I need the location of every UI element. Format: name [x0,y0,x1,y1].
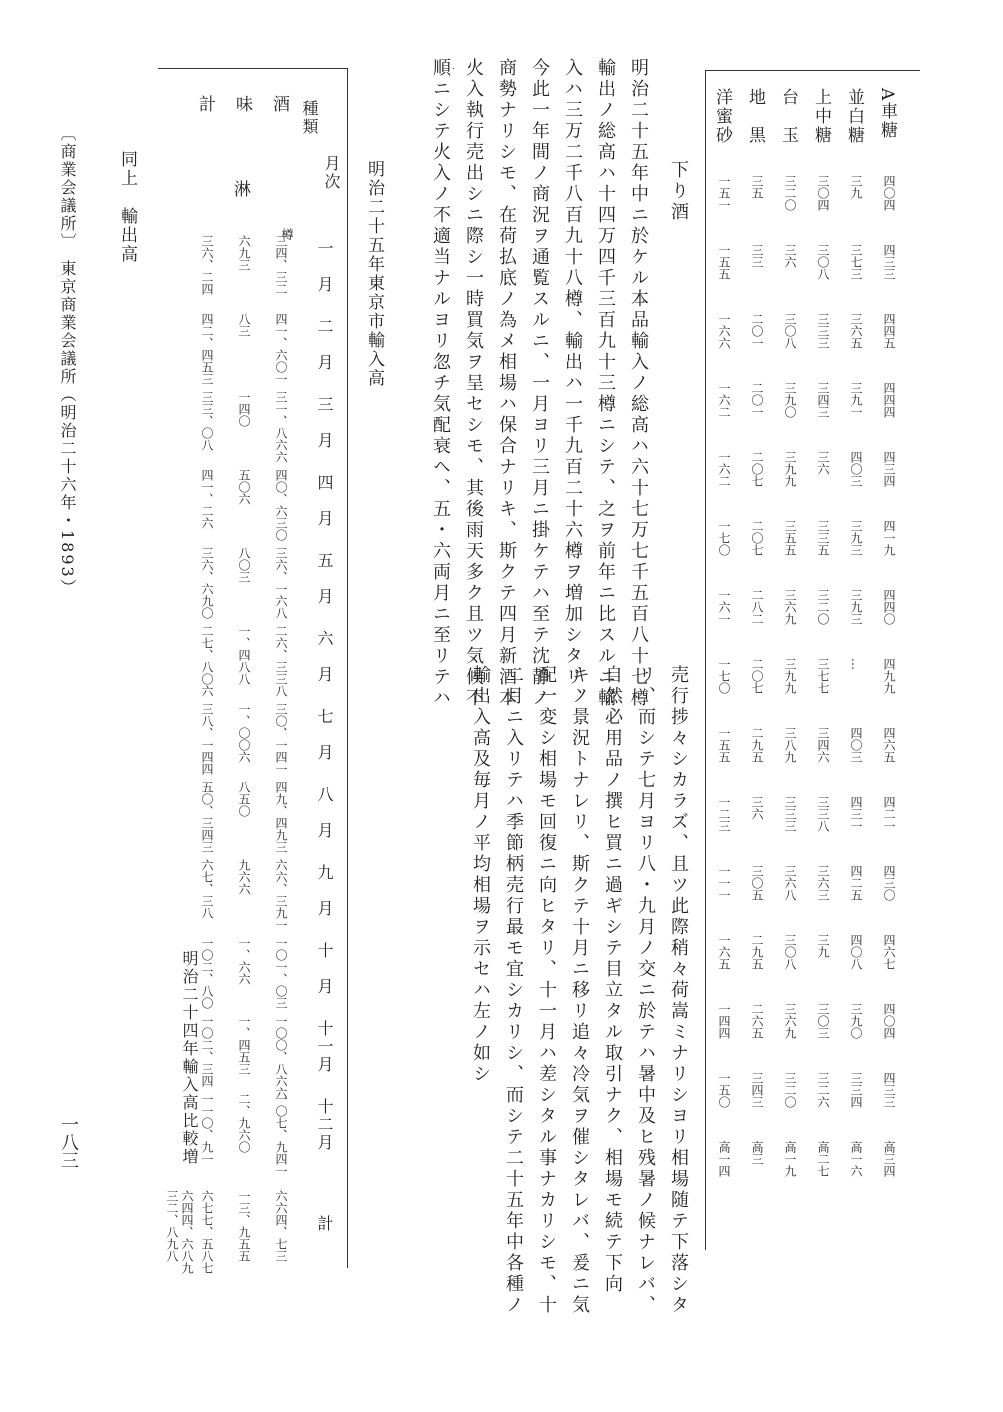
table-cell: 一、〇〇六 [237,703,251,763]
table-cell: 六九三 [237,235,251,271]
sugar-cell: 高一四 [717,1141,731,1177]
month-header: 計 [315,1215,334,1233]
unit-label: 樽 [280,228,294,240]
body-line: 入ハ三万二千八百九十八樽、輸出ハ一千九百二十六樽ヲ増加シタリ、 [562,58,583,709]
sugar-cell: 三三五 [816,520,830,556]
sugar-item-label: 並白糖 [844,88,864,145]
table-border-top [705,70,920,71]
sugar-cell: 高一六 [849,1141,863,1177]
sugar-item-label: 台 玉 [778,88,798,145]
table-cell: 五〇、三四三 [200,781,214,853]
sugar-cell: 三九 [816,934,830,958]
sugar-cell: 四四〇 [882,589,896,625]
table-cell: 一、四八八 [237,625,251,685]
sugar-cell: 高一九 [783,1141,797,1177]
table-cell: 八〇三 [237,547,251,583]
sugar-cell: 三二六 [816,1072,830,1108]
sugar-cell: 四二五 [849,865,863,901]
table-cell: 五〇六 [237,469,251,505]
sugar-cell: 三六 [750,796,764,820]
sugar-cell: 四六五 [882,727,896,763]
table-cell: 六七、三八 [200,859,214,919]
sugar-cell: 二〇七 [750,451,764,487]
sugar-cell: 四四五 [882,313,896,349]
sugar-cell: 三五 [750,175,764,199]
month-header: 二 月 [315,318,334,372]
sugar-cell: 三〇八 [783,934,797,970]
sugar-cell: 三三 [750,244,764,268]
sugar-cell: 三六三 [816,865,830,901]
sugar-cell: … [849,658,863,670]
header-kind-label: 種類 [300,100,319,136]
table-caption: 明治二十五年東京市輸入高 [364,160,384,388]
sugar-cell: 三六九 [783,1003,797,1039]
left-caption: 同上 輸出高 [117,150,137,264]
table-cell: 九六六 [237,859,251,895]
table-cell: 四二、四五三 [200,313,214,385]
table-cell: 四一、二六 [200,469,214,529]
sugar-cell: 三七七 [816,658,830,694]
sugar-cell: 四三三 [882,1072,896,1108]
lower-line: 売行捗々シカラズ、且ツ此際稍々荷嵩ミナリシヨリ相場随テ下落シタ [668,665,689,1316]
sugar-cell: 一七〇 [717,658,731,694]
lower-line: 二月ニ入リテハ季節柄売行最モ宜シカリシ、而シテ二十五年中各種ノ [503,665,524,1316]
sugar-cell: 二九五 [750,727,764,763]
table-cell: 一、四五三 [237,1015,251,1075]
sugar-cell: 四〇八 [849,934,863,970]
sugar-cell: 二九五 [750,934,764,970]
table-cell: 四〇、六三〇 [274,469,288,541]
table-cell: 一〇二、三四 [200,1015,214,1087]
sugar-cell: 二六五 [750,1003,764,1039]
sugar-cell: 四九九 [882,658,896,694]
month-header: 九 月 [315,864,334,918]
sugar-cell: 三二〇 [816,589,830,625]
sugar-cell: 三九 [849,175,863,199]
sugar-cell: 三四六 [816,727,830,763]
month-header: 十 月 [315,942,334,996]
sugar-cell: 一六一 [717,589,731,625]
table-cell: 一四〇 [237,391,251,427]
sugar-cell: 三六 [783,244,797,268]
sugar-cell: 四六七 [882,934,896,970]
sugar-cell: 三九一 [849,382,863,418]
compare-value: 六四四、六八九 [180,1190,194,1274]
sugar-cell: 二〇七 [750,520,764,556]
sugar-cell: 三〇五 [750,865,764,901]
sugar-cell: 一六二 [717,382,731,418]
sugar-cell: 一六六 [717,313,731,349]
sugar-cell: 一五〇 [717,1072,731,1108]
lower-line: 自然必用品ノ撰ヒ買ニ過ギシテ目立タル取引ナク、相場モ続テ下向 [602,665,623,1295]
month-header: 六 月 [315,630,334,684]
sugar-cell: 二〇一 [750,382,764,418]
sugar-cell: 一五一 [717,175,731,211]
sugar-cell: 四二一 [882,796,896,832]
table-cell: 一〇七、九四一 [274,1093,288,1177]
sugar-cell: 四〇三 [849,727,863,763]
sugar-cell: 一五五 [717,727,731,763]
table-cell: 一三、九五五 [237,1190,251,1262]
table-cell: 二、九六〇 [237,1093,251,1153]
sugar-cell: 一一一 [717,865,731,901]
sugar-cell: 三六九 [783,589,797,625]
table-cell: 三一、八六六 [274,391,288,463]
body-line: 火入執行売出シニ際シ一時買気ヲ呈セシモ、其後雨天多ク且ツ気候不 [463,58,484,709]
sugar-cell: 三〇四 [816,175,830,211]
table-border-left [705,70,706,1250]
body-line: 輸出ノ総高ハ十四万四千三百九十三樽ニシテ、之ヲ前年ニ比スルニ輸 [595,58,616,709]
table-cell: 二七、八〇六 [200,625,214,697]
month-header: 七 月 [315,708,334,762]
row-name: 味 [232,95,252,114]
table-cell: 三三、〇八 [200,391,214,451]
sugar-item-label: 上中糖 [811,88,831,145]
sugar-cell: 三九九 [783,658,797,694]
sugar-cell: 三七三 [849,244,863,280]
table-cell: 四九、四九三 [274,781,288,853]
sugar-item-label: 地 黒 [745,88,765,145]
month-header: 十一月 [315,1020,334,1074]
table-cell: 三〇、一四一 [274,703,288,775]
source-bracket: 〔商業会議所〕 [58,125,77,251]
sugar-cell: 四三一 [849,796,863,832]
sugar-cell: 二〇一 [750,313,764,349]
table-border-top [158,68,348,69]
sugar-cell: 三〇八 [816,244,830,280]
row-name: 酒 [269,95,289,114]
sugar-cell: 二〇七 [750,658,764,694]
table-cell: 一〇一、〇三 [274,937,288,1009]
sugar-cell: 四三〇 [882,865,896,901]
sugar-cell: 三六八 [783,865,797,901]
sugar-cell: 三三八 [816,796,830,832]
table-cell: 三八、一四四 [200,703,214,775]
sugar-cell: 三九三 [849,520,863,556]
lower-line: 配一変シ相場モ回復ニ向ヒタリ、十一月ハ差シタル事ナカリシモ、十 [536,665,557,1316]
table-cell: 三六、一六八 [274,547,288,619]
sugar-cell: 一五五 [717,244,731,280]
sugar-cell: 四〇三 [849,451,863,487]
header-diagonal [453,68,454,69]
sugar-cell: 高三 [750,1141,764,1165]
sugar-cell: 三二〇 [783,1072,797,1108]
sugar-cell: 四四四 [882,382,896,418]
sugar-cell: 高二七 [816,1141,830,1177]
header-month-label: 月次 [322,155,341,191]
table-cell: 六七七、五八七 [200,1190,214,1274]
sugar-cell: 三八九 [783,727,797,763]
sugar-cell: 四三四 [882,451,896,487]
table-cell: 六六、三九一 [274,859,288,931]
sugar-cell: 三三四 [849,1072,863,1108]
lower-line: 輸出入高及毎月ノ平均相場ヲ示セハ左ノ如シ [470,665,491,1085]
table-cell: 八三 [237,313,251,337]
body-line: 今此一年間ノ商況ヲ通覧スルニ、一月ヨリ三月ニ掛ケテハ至テ沈静ノ [529,58,550,709]
sugar-cell: 三九九 [783,451,797,487]
sugar-cell: 三〇八 [783,313,797,349]
sugar-cell: 四〇四 [882,175,896,211]
table-cell: 一一〇、九一 [200,1093,214,1165]
row-name-full: 味淋 [0,0,2,1]
sugar-cell: 三〇三 [816,1003,830,1039]
sugar-cell: 四一九 [882,520,896,556]
sugar-cell: 高三四 [882,1141,896,1177]
sugar-cell: 三九〇 [783,382,797,418]
sugar-cell: 三五五 [783,520,797,556]
source-line: 東京商業会議所（明治二十六年・1893） [58,260,77,597]
row-name: 淋 [230,180,250,199]
compare-label: 明治二十四年輸入高比較増 [180,950,199,1166]
body-line: 明治二十五年中ニ於ケル本品輸入ノ総高ハ六十七万七千五百八十七樽 [628,58,649,709]
month-header: 三 月 [315,396,334,450]
sugar-cell: 三四三 [816,382,830,418]
sugar-cell: 三九三 [849,589,863,625]
sugar-cell: 一二三 [717,796,731,832]
sugar-cell: 一四四 [717,1003,731,1039]
row-name: 計 [195,95,215,114]
month-header: 一 月 [315,240,334,294]
section-title: 下り酒 [668,160,689,223]
sugar-cell: 三三三 [816,313,830,349]
sugar-cell: 一六二 [717,451,731,487]
sugar-cell: 三六五 [849,313,863,349]
month-header: 四 月 [315,474,334,528]
sugar-item-label: A車糖 [877,88,897,141]
sugar-cell: 一六五 [717,934,731,970]
table-cell: 三六、二四 [200,235,214,295]
sugar-cell: 三二〇 [783,175,797,211]
month-header: 五 月 [315,552,334,606]
sugar-cell: 三三三 [783,796,797,832]
month-header: 八 月 [315,786,334,840]
compare-value: 三二、八九八 [165,1190,179,1262]
table-cell: 三四、三二 [274,235,288,295]
lower-line: リ、而シテ七月ヨリ八・九月ノ交ニ於テハ暑中及ヒ残暑ノ候ナレバ、 [635,665,656,1316]
sugar-cell: 二八二 [750,589,764,625]
table-cell: 一〇二、八〇 [200,937,214,1009]
sugar-cell: 三九〇 [849,1003,863,1039]
table-cell: 三六、六九〇 [200,547,214,619]
lower-line: キノ景況トナレリ、斯クテ十月ニ移リ追々冷気ヲ催シタレバ、爰ニ気 [569,665,590,1316]
table-cell: 六六四、七三 [274,1190,288,1262]
body-line: 商勢ナリシモ、在荷払底ノ為メ相場ハ保合ナリキ、斯クテ四月新酒本 [496,58,517,709]
sugar-cell: 三六 [816,451,830,475]
sugar-cell: 一七〇 [717,520,731,556]
sugar-item-label: 洋蜜砂 [712,88,732,145]
sugar-cell: 三四三 [750,1072,764,1108]
body-line: 順ニシテ火入ノ不適当ナルヨリ忽チ気配衰ヘ、五・六両月ニ至リテハ [430,58,451,709]
table-cell: 四一、六〇一 [274,313,288,385]
sugar-cell: 四〇四 [882,1003,896,1039]
page-number: 一八三 [58,1115,79,1169]
table-cell: 一、六六 [237,937,251,985]
table-cell: 一〇〇、八六六 [274,1015,288,1099]
table-border-right [347,68,348,1268]
month-header: 十二月 [315,1098,334,1152]
sugar-cell: 四三三 [882,244,896,280]
table-cell: 八五〇 [237,781,251,817]
table-cell: 二六、三三八 [274,625,288,697]
